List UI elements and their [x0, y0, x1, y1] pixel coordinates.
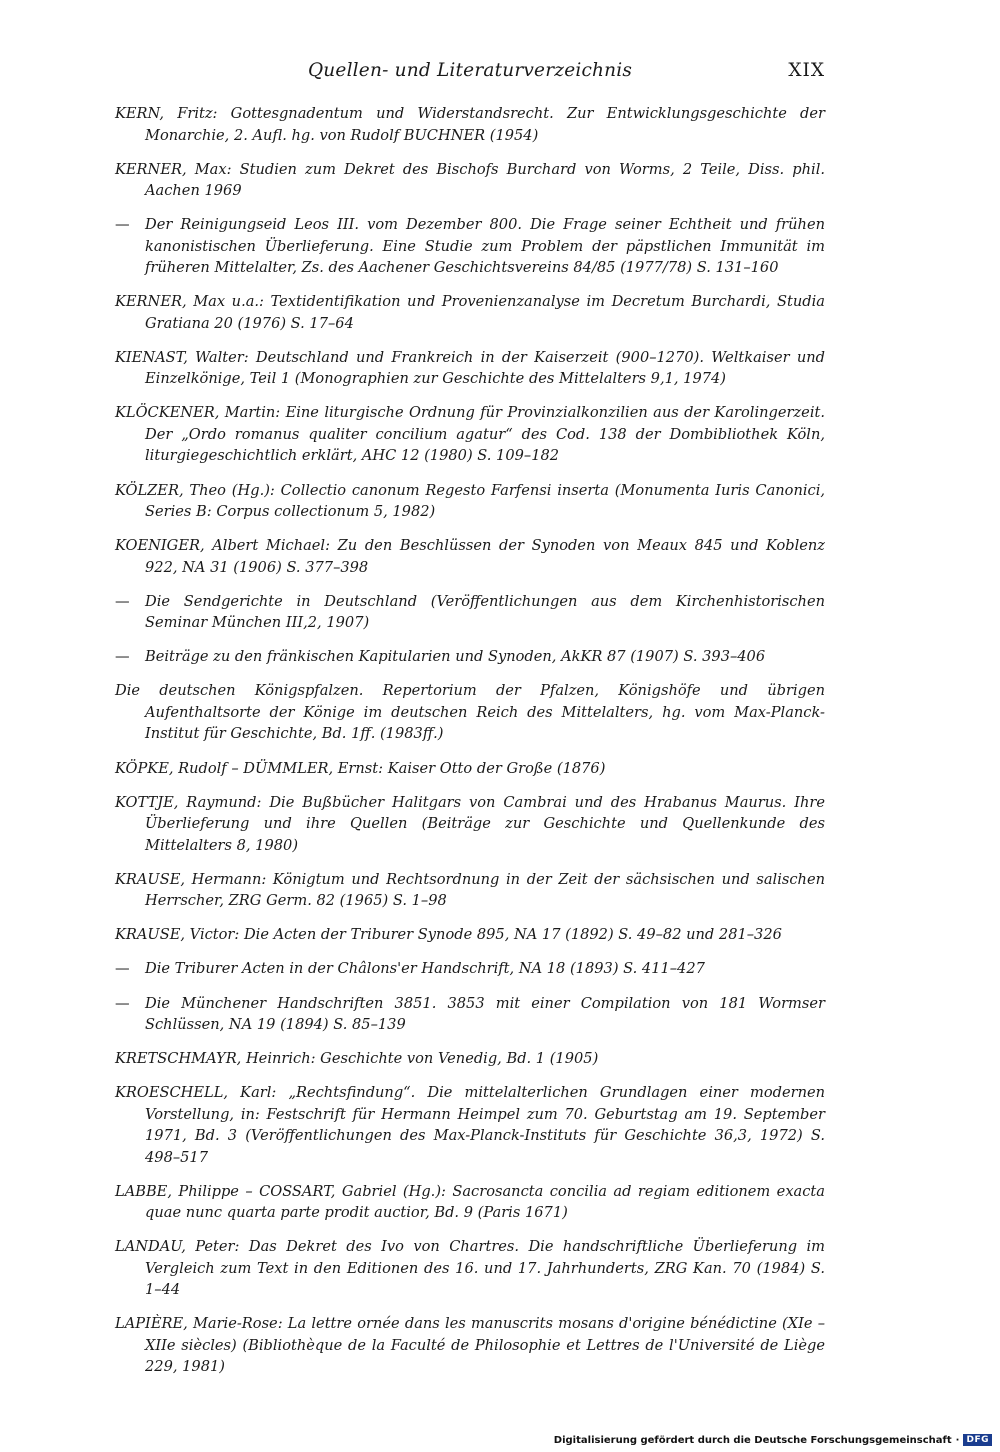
entry-text: Beiträge zu den fränkischen Kapitularien und Synoden, AkKR 87 (1907) S. 393–406	[145, 648, 766, 666]
ditto-dash: —	[115, 648, 130, 666]
entry-text: LAPIÈRE, Marie-Rose: La lettre ornée dans les manuscrits mosans d'origine bénédictine (XIe – XIIe siècles) (Bibliothèque de la Faculté de Philosophie et Lettres de l'Université de Liège 229, 1981)	[115, 1315, 825, 1376]
ditto-dash: —	[115, 216, 130, 234]
bibliography-entry	[115, 214, 825, 279]
running-header	[115, 60, 825, 88]
funding-note: Digitalisierung gefördert durch die Deutsche Forschungsgemeinschaft	[553, 1434, 952, 1446]
entry-text: KRAUSE, Hermann: Königtum und Rechtsordnung in der Zeit der sächsischen und salischen Herrscher, ZRG Germ. 82 (1965) S. 1–98	[115, 870, 825, 910]
entry-text: KLÖCKENER, Martin: Eine liturgische Ordnung für Provinzialkonzilien aus der Karolingerzeit. Der „Ordo romanus qualiter concilium agatur“ des Cod. 138 der Dombibliothek Köln, liturgiegeschichtlich erklärt, AHC 12 (1980) S. 109–182	[115, 404, 825, 465]
dfg-logo: DFG	[963, 1434, 992, 1446]
bibliography-entry	[115, 1181, 825, 1224]
ditto-dash: —	[115, 994, 130, 1012]
entry-text: KÖLZER, Theo (Hg.): Collectio canonum Regesto Farfensi inserta (Monumenta Iuris Canonici, Series B: Corpus collectionum 5, 1982)	[115, 481, 825, 521]
bibliography-entry	[115, 993, 825, 1036]
entry-text: Die Triburer Acten in der Châlons'er Handschrift, NA 18 (1893) S. 411–427	[145, 960, 705, 978]
bibliography-entry	[115, 159, 825, 202]
entry-text: KOTTJE, Raymund: Die Bußbücher Halitgars von Cambrai und des Hrabanus Maurus. Ihre Überlieferung und ihre Quellen (Beiträge zur Geschichte und Quellenkunde des Mittelalters 8, 1980)	[115, 793, 825, 854]
bibliography-entry	[115, 535, 825, 578]
page-number: XIX	[788, 60, 825, 81]
bibliography-entry	[115, 869, 825, 912]
entry-text: LABBE, Philippe – COSSART, Gabriel (Hg.): Sacrosancta concilia ad regiam editionem exacta quae nunc quarta parte prodit auctior, Bd. 9 (Paris 1671)	[115, 1182, 825, 1222]
bibliography-entry	[115, 402, 825, 467]
entry-text: LANDAU, Peter: Das Dekret des Ivo von Chartres. Die handschriftliche Überlieferung im Vergleich zum Text in den Editionen des 16. und 17. Jahrhunderts, ZRG Kan. 70 (1984) S. 1–44	[115, 1238, 825, 1299]
entry-text: KERN, Fritz: Gottesgnadentum und Widerstandsrecht. Zur Entwicklungsgeschichte der Monarchie, 2. Aufl. hg. von Rudolf BUCHNER (1954)	[115, 105, 825, 144]
page-title: Quellen- und Literaturverzeichnis	[307, 60, 633, 81]
bibliography-entry	[115, 1313, 825, 1378]
entry-text: Die Sendgerichte in Deutschland (Veröffentlichungen aus dem Kirchenhistorischen Seminar München III,2, 1907)	[145, 592, 825, 632]
bibliography-entry	[115, 792, 825, 857]
entry-text: KRAUSE, Victor: Die Acten der Triburer Synode 895, NA 17 (1892) S. 49–82 und 281–326	[115, 926, 782, 944]
ditto-dash: —	[115, 960, 130, 978]
entry-text: KÖPKE, Rudolf – DÜMMLER, Ernst: Kaiser Otto der Große (1876)	[115, 759, 606, 777]
bibliography-entry	[115, 480, 825, 523]
entry-text: Die deutschen Königspfalzen. Repertorium der Pfalzen, Königshöfe und übrigen Aufenthaltsorte der Könige im deutschen Reich des Mittelalters, hg. vom Max-Planck-Institut für Geschichte, Bd. 1ff. (1983ff.)	[115, 682, 825, 743]
bibliography-entry	[115, 646, 825, 668]
bibliography-entry	[115, 924, 825, 946]
entry-text: Der Reinigungseid Leos III. vom Dezember 800. Die Frage seiner Echtheit und frühen kanonistischen Überlieferung. Eine Studie zum Problem der päpstlichen Immunität im früheren Mittelalter, Zs. des Aachener Geschichtsvereins 84/85 (1977/78) S. 131–160	[145, 216, 825, 277]
funding-footer	[554, 1434, 992, 1446]
entry-text: KIENAST, Walter: Deutschland und Frankreich in der Kaiserzeit (900–1270). Weltkaiser und Einzelkönige, Teil 1 (Monographien zur Geschichte des Mittelalters 9,1, 1974)	[115, 348, 825, 388]
footer-separator: ·	[955, 1434, 960, 1446]
bibliography-entry	[115, 958, 825, 980]
entry-text: KERNER, Max u.a.: Textidentifikation und Provenienzanalyse im Decretum Burchardi, Studia Gratiana 20 (1976) S. 17–64	[115, 293, 825, 332]
entry-text: KROESCHELL, Karl: „Rechtsfindung“. Die mittelalterlichen Grundlagen einer modernen Vorstellung, in: Festschrift für Hermann Heimpel zum 70. Geburtstag am 19. September 1971, Bd. 3 (Veröffentlichungen des Max-Planck-Instituts für Geschichte 36,3, 1972) S. 498–517	[115, 1084, 825, 1166]
bibliography-entry	[115, 591, 825, 634]
bibliography-entry	[115, 1236, 825, 1301]
ditto-dash: —	[115, 592, 130, 610]
bibliography-entry	[115, 758, 825, 780]
bibliography-entry	[115, 291, 825, 334]
bibliography-entry	[115, 1082, 825, 1168]
bibliography-list	[115, 103, 825, 1391]
entry-text: KERNER, Max: Studien zum Dekret des Bischofs Burchard von Worms, 2 Teile, Diss. phil. Aachen 1969	[115, 160, 825, 200]
bibliography-entry	[115, 347, 825, 390]
entry-text: KOENIGER, Albert Michael: Zu den Beschlüssen der Synoden von Meaux 845 und Koblenz 922, NA 31 (1906) S. 377–398	[115, 537, 825, 576]
bibliography-entry	[115, 103, 825, 146]
entry-text: KRETSCHMAYR, Heinrich: Geschichte von Venedig, Bd. 1 (1905)	[115, 1050, 599, 1068]
bibliography-entry	[115, 680, 825, 745]
entry-text: Die Münchener Handschriften 3851. 3853 mit einer Compilation von 181 Wormser Schlüssen, NA 19 (1894) S. 85–139	[145, 994, 825, 1033]
bibliography-entry	[115, 1048, 825, 1070]
